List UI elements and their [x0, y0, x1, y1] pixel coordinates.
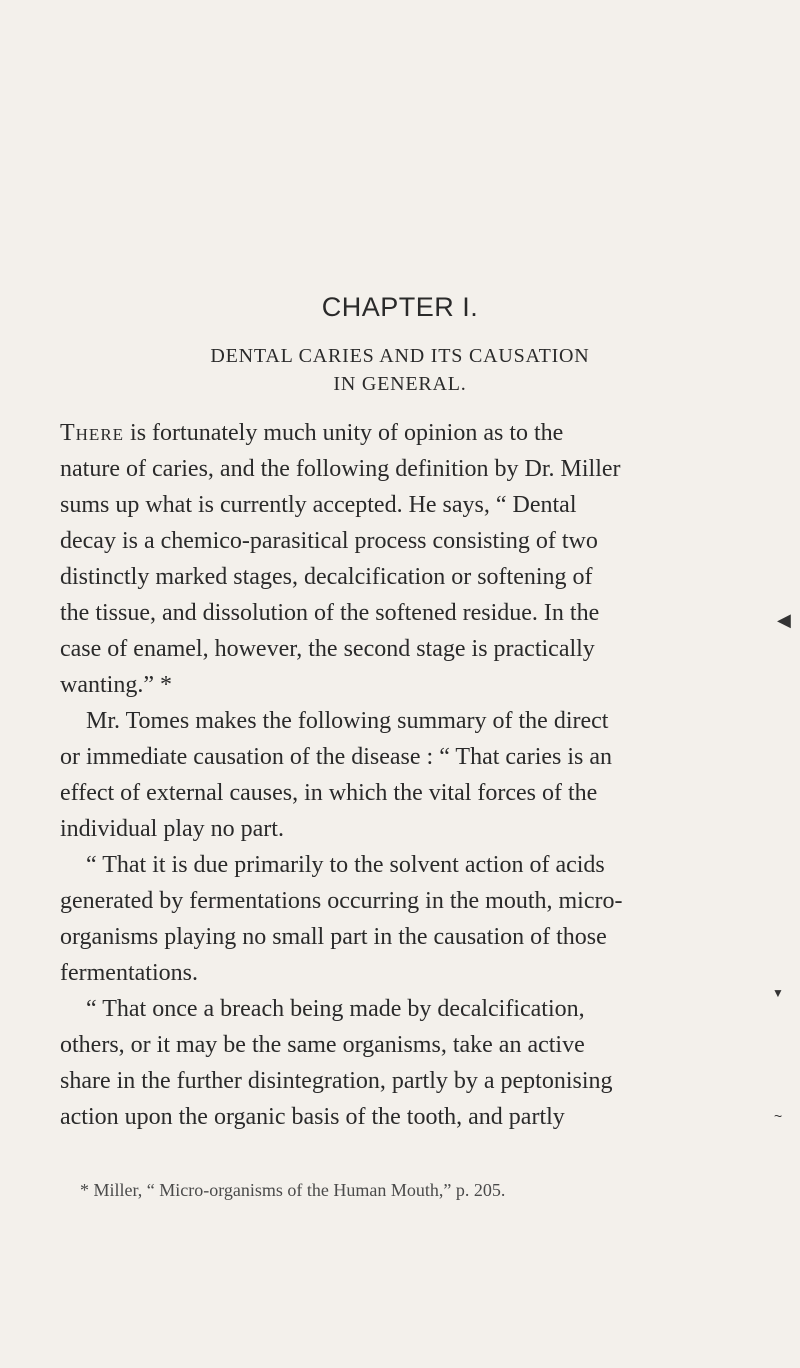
paragraph-3-line-2: generated by fermentations occurring in the mouth, micro-: [60, 888, 623, 914]
paragraph-1-line-6: the tissue, and dissolution of the softened residue. In the: [60, 600, 600, 626]
chapter-title-line-1: DENTAL CARIES AND ITS CAUSATION: [210, 345, 590, 367]
paragraph-2-line-2: or immediate causation of the disease : “ That caries is an: [60, 744, 613, 770]
paragraph-1-line-1: [60, 420, 563, 447]
footnote: * Miller, “ Micro-organisms of the Human Mouth,” p. 205.: [80, 1180, 506, 1200]
paragraph-1-line-2: nature of caries, and the following definition by Dr. Miller: [60, 456, 621, 482]
margin-mark: ~: [774, 1108, 783, 1124]
paragraph-3-line-1: “ That it is due primarily to the solvent action of acids: [86, 852, 605, 878]
chapter-heading: CHAPTER I.: [321, 292, 479, 322]
drop-word: There: [60, 420, 125, 446]
paragraph-2-line-4: individual play no part.: [60, 816, 284, 842]
paragraph-4-line-4: action upon the organic basis of the tooth, and partly: [60, 1104, 565, 1130]
paragraph-2-line-1: Mr. Tomes makes the following summary of the direct: [86, 708, 609, 734]
paragraph-3-line-3: organisms playing no small part in the causation of those: [60, 924, 607, 950]
margin-mark: ▼: [772, 986, 784, 1000]
paragraph-2-line-3: effect of external causes, in which the vital forces of the: [60, 780, 598, 806]
margin-mark: ◀: [777, 610, 791, 630]
paragraph-1-line-3: sums up what is currently accepted. He says, “ Dental: [60, 492, 577, 518]
paragraph-1-line-7: case of enamel, however, the second stage is practically: [60, 636, 595, 662]
paragraph-1-line-4: decay is a chemico-parasitical process consisting of two: [60, 528, 598, 554]
paragraph-1-line-5: distinctly marked stages, decalcification or softening of: [60, 564, 593, 590]
paragraph-1-line-8: wanting.” *: [60, 672, 172, 698]
paragraph-4-line-2: others, or it may be the same organisms, take an active: [60, 1032, 585, 1058]
first-line-rest: is fortunately much unity of opinion as to the: [124, 420, 564, 446]
paragraph-4-line-3: share in the further disintegration, partly by a peptonising: [60, 1068, 613, 1094]
chapter-title-line-2: IN GENERAL.: [333, 373, 467, 395]
paragraph-4-line-1: “ That once a breach being made by decalcification,: [86, 996, 585, 1022]
paragraph-3-line-4: fermentations.: [60, 960, 198, 986]
